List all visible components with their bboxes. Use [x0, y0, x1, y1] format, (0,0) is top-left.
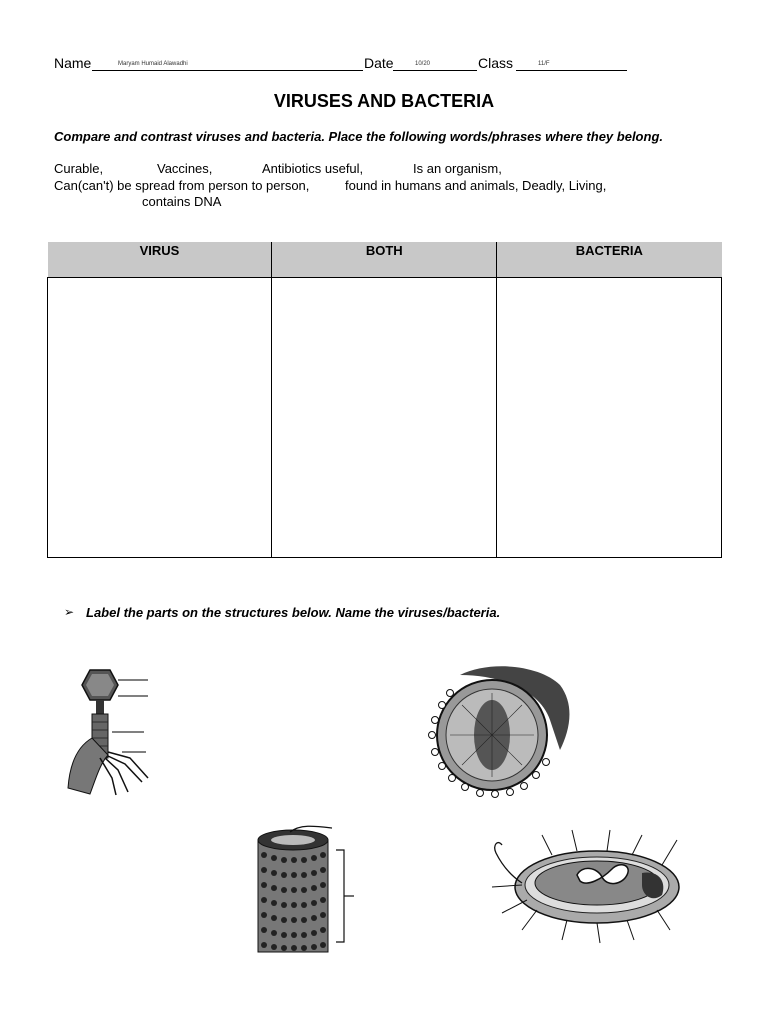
- header-virus: VIRUS: [48, 242, 272, 278]
- rod-virus-illustration: [250, 820, 360, 960]
- word-organism: Is an organism,: [413, 161, 502, 176]
- word-spread: Can(can't) be spread from person to person,: [54, 178, 310, 193]
- spherical-virus-illustration: [420, 660, 580, 805]
- name-label: Name: [54, 55, 92, 71]
- word-curable: Curable,: [54, 161, 104, 176]
- bacteriophage-illustration: [60, 660, 170, 800]
- comparison-table: [47, 242, 722, 558]
- word-vaccines: Vaccines,: [157, 161, 213, 176]
- header-both: BOTH: [272, 242, 497, 278]
- bacterium-illustration: [482, 825, 692, 945]
- date-value: 10/20: [415, 61, 431, 67]
- cell-virus[interactable]: [48, 278, 272, 558]
- date-field-line[interactable]: [393, 70, 477, 71]
- word-found: found in humans and animals, Deadly, Living,: [345, 178, 607, 193]
- name-value: Maryam Humaid Alawadhi: [118, 61, 188, 67]
- class-field-line[interactable]: [516, 70, 627, 71]
- page-title: VIRUSES AND BACTERIA: [273, 91, 495, 111]
- cell-both[interactable]: [272, 278, 497, 558]
- class-value: 11/F: [538, 61, 550, 67]
- cell-bacteria[interactable]: [497, 278, 722, 558]
- instruction-text: Compare and contrast viruses and bacteria. Place the following words/phrases where they belong.: [54, 129, 663, 144]
- header-bacteria: BACTERIA: [497, 242, 722, 278]
- label-instruction: Label the parts on the structures below. Name the viruses/bacteria.: [86, 605, 501, 620]
- word-antibiotics: Antibiotics useful,: [262, 161, 364, 176]
- date-label: Date: [364, 55, 394, 71]
- word-dna: contains DNA: [142, 194, 222, 209]
- name-field-line[interactable]: [92, 70, 363, 71]
- class-label: Class: [478, 55, 514, 71]
- arrow-bullet-icon: ➢: [64, 605, 75, 619]
